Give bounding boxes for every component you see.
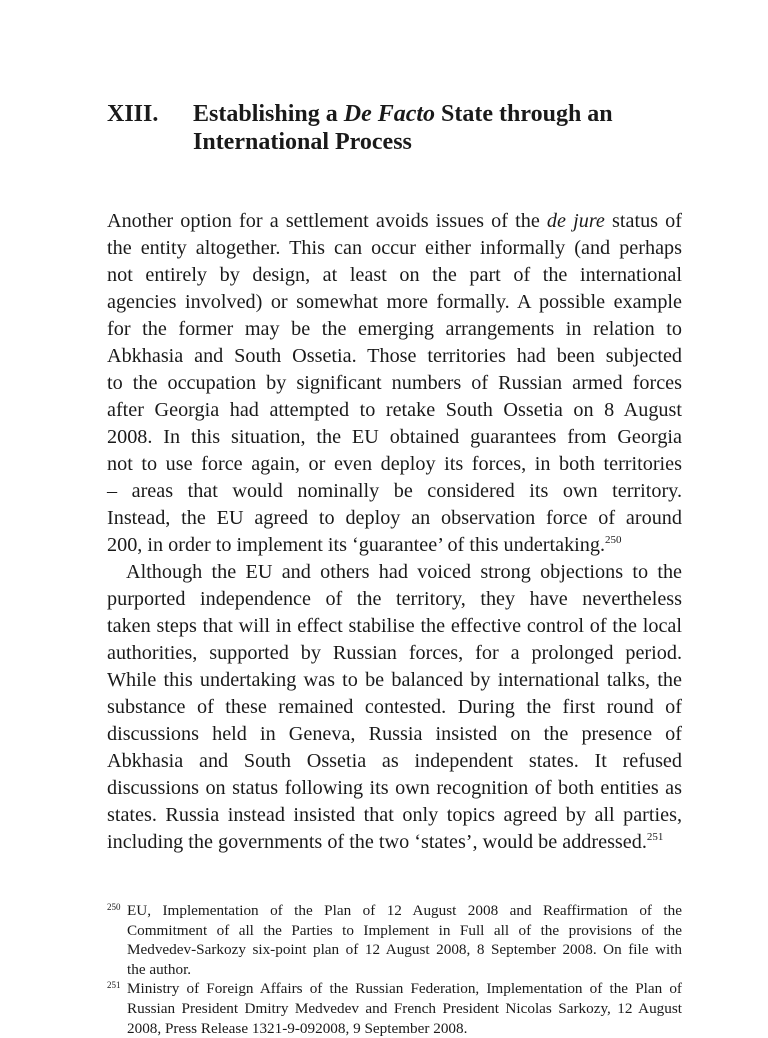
text-line: after Georgia had attempted to retake South Ossetia on 8 August [107,399,682,421]
text-line: Abkhasia and South Ossetia as independent states. It refused [107,750,682,772]
text-line: Abkhasia and South Ossetia. Those territories had been subjected [107,345,682,367]
section-title-line-1: Establishing a De Facto State through an [193,101,613,127]
italic-term: de jure [546,210,605,232]
text-line: discussions on status following its own recognition of both entities as [107,777,682,799]
text-line: Instead, the EU agreed to deploy an observation force of around [107,507,682,529]
text-line: discussions held in Geneva, Russia insisted on the presence of [107,723,682,745]
footnotes [107,901,682,1038]
document-page [107,0,682,1037]
text-line: taken steps that will in effect stabilise the effective control of the local [107,615,682,637]
section-title [193,100,682,156]
text-line: authorities, supported by Russian forces, for a prolonged period. [107,642,682,664]
section-number: XIII. [107,101,159,127]
text-line: the entity altogether. This can occur either informally (and perhaps [107,237,682,259]
text-line: not to use force again, or even deploy its forces, in both territories [107,453,682,475]
footnote-ref-251[interactable]: 251 [646,831,664,843]
footnote-ref-250[interactable]: 250 [605,534,622,546]
footnote-line: the author. [127,960,192,978]
footnote-250 [107,901,682,979]
text-line: agencies involved) or somewhat more formally. A possible example [107,291,682,313]
text-line: – areas that would nominally be considered its own territory. [107,480,682,502]
text-line: While this undertaking was to be balanced by international talks, the [107,669,682,691]
text-line: for the former may be the emerging arrangements in relation to [107,318,682,340]
footnote-line: Commitment of all the Parties to Implement in Full all of the provisions of the [127,921,682,939]
footnote-number: 250 [107,902,121,912]
paragraph-2 [107,559,682,856]
text-line: not entirely by design, at least on the part of the international [107,264,682,286]
footnote-line: Russian President Dmitry Medvedev and French President Nicolas Sarkozy, 12 August [127,999,682,1017]
footnote-line: 2008, Press Release 1321-9-092008, 9 September 2008. [127,1019,468,1037]
text-line: to the occupation by significant numbers of Russian armed forces [107,372,682,394]
text-line: 2008. In this situation, the EU obtained guarantees from Georgia [107,426,682,448]
text-line: 200, in order to implement its ‘guarantee’ of this undertaking.$^{250}$ [107,534,622,556]
text-line: purported independence of the territory, they have nevertheless [107,588,682,610]
footnote-line: Medvedev-Sarkozy six-point plan of 12 August 2008, 8 September 2008. On file with [127,941,682,959]
text-line: states. Russia instead insisted that only topics agreed by all parties, [107,804,682,826]
text-line: Although the EU and others had voiced strong objections to the [126,561,682,583]
paragraph-1 [107,208,682,559]
section-title-italic: De Facto [343,101,436,127]
body-text [107,208,682,856]
text-line: including the governments of the two ‘states’, would be addressed.$^{251}$ [107,831,664,853]
footnote-251 [107,979,682,1038]
footnote-line: Ministry of Foreign Affairs of the Russian Federation, Implementation of the Plan of [127,980,682,998]
section-title-line-2: International Process [193,129,412,155]
text-line: Another option for a settlement avoids issues of the de jure status of [107,210,682,232]
footnote-line: EU, Implementation of the Plan of 12 August 2008 and Reaffirmation of the [127,902,682,919]
text-line: substance of these remained contested. During the first round of [107,696,682,718]
footnote-number: 251 [107,980,121,991]
